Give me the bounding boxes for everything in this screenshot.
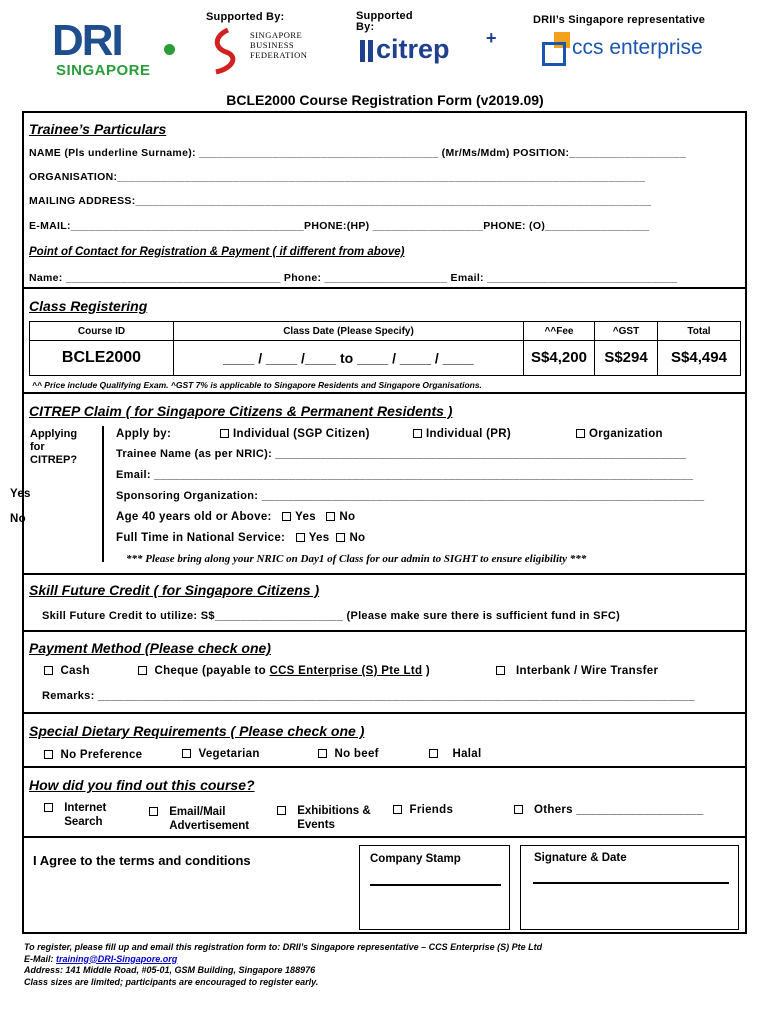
diet-no-preference[interactable]: No Preference [44, 749, 142, 761]
ns-no-checkbox[interactable] [336, 533, 345, 542]
dri-logo-text: DRI [52, 16, 122, 65]
individual-sgp-checkbox[interactable] [220, 429, 229, 438]
signature-box[interactable] [520, 845, 739, 930]
sbf-swoosh-icon [210, 28, 240, 74]
dietary-section [22, 712, 747, 768]
citrep-section [22, 392, 747, 575]
source-title: How did you find out this course? [29, 777, 255, 793]
sfc-amount-field[interactable]: Skill Future Credit to utilize: S$____________________ (Please make sure there is sufficient fund in SFC) [42, 610, 621, 622]
citrep-yes-option[interactable]: Yes [10, 488, 31, 500]
ns-label: Full Time in National Service: [116, 532, 286, 544]
payment-title: Payment Method (Please check one) [29, 640, 271, 656]
supported-by-label-2-wrap [356, 10, 426, 33]
exhibitions-checkbox[interactable] [277, 806, 286, 815]
trainee-title: Trainee’s Particulars [29, 121, 167, 137]
email-phone-field[interactable]: E-MAIL:______________________________________PHONE:(HP) __________________PHONE: (O)_________________ [29, 220, 650, 232]
fee-value: S$4,200 [523, 340, 595, 376]
dri-rep-label: DRII’s Singapore representative [533, 14, 706, 26]
ns-no-label: No [349, 532, 366, 544]
sbf-line3: FEDERATION [250, 50, 308, 60]
footer-class-sizes: Class sizes are limited; participants are encouraged to register early. [24, 976, 319, 987]
source-section [22, 766, 747, 838]
supported-by-label-2: Supported By: [356, 10, 413, 33]
sbf-line1: SINGAPORE [250, 30, 303, 40]
col-total: Total [657, 321, 741, 341]
friends-checkbox[interactable] [393, 805, 402, 814]
footer-address: Address: 141 Middle Road, #05-01, GSM Building, Singapore 188976 [24, 965, 316, 975]
ns-row [116, 532, 365, 544]
ccs-logo-text: ccs enterprise [572, 36, 703, 59]
dri-logo [52, 16, 180, 79]
diet-vegetarian[interactable]: Vegetarian [182, 748, 260, 760]
name-field[interactable]: NAME (Pls underline Surname): _______________________________________ (Mr/Ms/Mdm) POSITION:___________________ [29, 147, 686, 159]
imda-bars-icon [360, 40, 365, 62]
stamp-line [370, 884, 501, 886]
class-title: Class Registering [29, 298, 148, 314]
applying-label: Applying for CITREP? [30, 428, 78, 466]
age-label: Age 40 years old or Above: [116, 511, 272, 523]
stamp-box[interactable] [359, 845, 510, 930]
trainee-section [22, 111, 747, 289]
opt-individual-pr[interactable]: Individual (PR) [413, 428, 511, 440]
pay-cash-option[interactable]: Cash [44, 665, 90, 677]
age-no-label: No [339, 511, 356, 523]
ccs-logo [540, 32, 710, 68]
col-course-id: Course ID [29, 321, 174, 341]
poc-field[interactable]: Name: ___________________________________ Phone: ____________________ Email: _______________________________ [29, 272, 678, 284]
footer [24, 942, 542, 988]
age-yes-label: Yes [295, 511, 316, 523]
no-preference-checkbox[interactable] [44, 750, 53, 759]
signature-label: Signature & Date [534, 852, 627, 864]
citrep-trainee-name-field[interactable]: Trainee Name (as per NRIC): ________________________________________________________________ [116, 448, 687, 460]
dri-logo-singapore: SINGAPORE [56, 62, 151, 79]
footer-email-link[interactable]: training@DRI-Singapore.org [56, 953, 178, 964]
signature-line [533, 882, 729, 884]
agree-text[interactable]: I Agree to the terms and conditions [33, 853, 251, 868]
remarks-field[interactable]: Remarks: _____________________________________________________________________________________________ [42, 690, 695, 702]
age-yes-checkbox[interactable] [282, 512, 291, 521]
price-note: ^^ Price include Qualifying Exam. ^GST 7% is applicable to Singapore Residents and Singapore Organisations. [32, 380, 482, 390]
citrep-logo [360, 28, 510, 66]
opt-organization[interactable]: Organization [576, 428, 663, 440]
individual-pr-checkbox[interactable] [413, 429, 422, 438]
opt-individual-sgp[interactable]: Individual (SGP Citizen) [220, 428, 370, 440]
age-no-checkbox[interactable] [326, 512, 335, 521]
form-title: BCLE2000 Course Registration Form (v2019.09) [226, 92, 544, 108]
no-beef-checkbox[interactable] [318, 749, 327, 758]
citrep-plus: + [486, 28, 497, 48]
citrep-logo-text: citrep [376, 34, 450, 64]
footer-email-row: E-Mail: training@DRI-Singapore.org [24, 953, 178, 964]
src-exhibitions[interactable]: Exhibitions & Events [277, 804, 377, 832]
citrep-sponsor-field[interactable]: Sponsoring Organization: _____________________________________________________________________ [116, 490, 705, 502]
gst-value: S$294 [594, 340, 658, 376]
ccs-square-blue [542, 42, 566, 66]
interbank-checkbox[interactable] [496, 666, 505, 675]
agree-section [22, 836, 747, 934]
diet-no-beef[interactable]: No beef [318, 748, 379, 760]
src-friends[interactable]: Friends [393, 804, 453, 816]
cash-checkbox[interactable] [44, 666, 53, 675]
pay-interbank-option[interactable]: Interbank / Wire Transfer [496, 665, 658, 677]
dri-logo-dot [164, 44, 175, 55]
apply-by-label: Apply by: [116, 428, 172, 440]
src-email-mail[interactable]: Email/Mail Advertisement [149, 805, 269, 833]
email-mail-checkbox[interactable] [149, 807, 158, 816]
diet-halal[interactable]: Halal [429, 748, 482, 760]
vegetarian-checkbox[interactable] [182, 749, 191, 758]
citrep-title: CITREP Claim ( for Singapore Citizens & Permanent Residents ) [29, 403, 453, 419]
age-row [116, 511, 355, 523]
internet-checkbox[interactable] [44, 803, 53, 812]
cheque-checkbox[interactable] [138, 666, 147, 675]
nric-note: *** Please bring along your NRIC on Day1 of Class for our admin to SIGHT to ensure eligibility *** [126, 553, 587, 565]
sfc-title: Skill Future Credit ( for Singapore Citizens ) [29, 582, 320, 598]
organisation-field[interactable]: ORGANISATION:______________________________________________________________________________________ [29, 171, 646, 183]
poc-title: Point of Contact for Registration & Payment ( if different from above) [29, 246, 405, 258]
sfc-section [22, 573, 747, 632]
mailing-address-field[interactable]: MAILING ADDRESS:____________________________________________________________________________________ [29, 195, 652, 207]
dietary-title: Special Dietary Requirements ( Please check one ) [29, 723, 365, 739]
course-id-value: BCLE2000 [29, 340, 174, 376]
halal-checkbox[interactable] [429, 749, 438, 758]
ns-yes-checkbox[interactable] [296, 533, 305, 542]
pay-cheque-option[interactable]: Cheque (payable to CCS Enterprise (S) Pte Ltd ) [138, 665, 430, 677]
class-date-input[interactable]: ____ / ____ /____ to ____ / ____ / ____ [173, 340, 524, 376]
src-internet[interactable]: Internet Search [44, 801, 124, 829]
payment-section [22, 630, 747, 714]
ns-yes-label: Yes [308, 532, 330, 544]
organization-checkbox[interactable] [576, 429, 585, 438]
supported-by-label-1: Supported By: [206, 11, 285, 23]
citrep-email-field[interactable]: Email: ____________________________________________________________________________________ [116, 469, 694, 481]
total-value: S$4,494 [657, 340, 741, 376]
class-section [22, 287, 747, 394]
others-checkbox[interactable] [514, 805, 523, 814]
footer-instructions: To register, please fill up and email this registration form to: DRII’s Singapore representative – CCS Enterprise (S) Pte Ltd [24, 942, 543, 952]
sbf-line2: BUSINESS [250, 40, 295, 50]
sbf-logo [210, 28, 320, 76]
src-others[interactable]: Others ___________________ [514, 804, 704, 816]
citrep-divider [102, 426, 104, 562]
col-class-date: Class Date (Please Specify) [173, 321, 524, 341]
citrep-no-option[interactable]: No [10, 513, 26, 525]
col-gst: ^GST [594, 321, 658, 341]
col-fee: ^^Fee [523, 321, 595, 341]
stamp-label: Company Stamp [370, 853, 461, 865]
